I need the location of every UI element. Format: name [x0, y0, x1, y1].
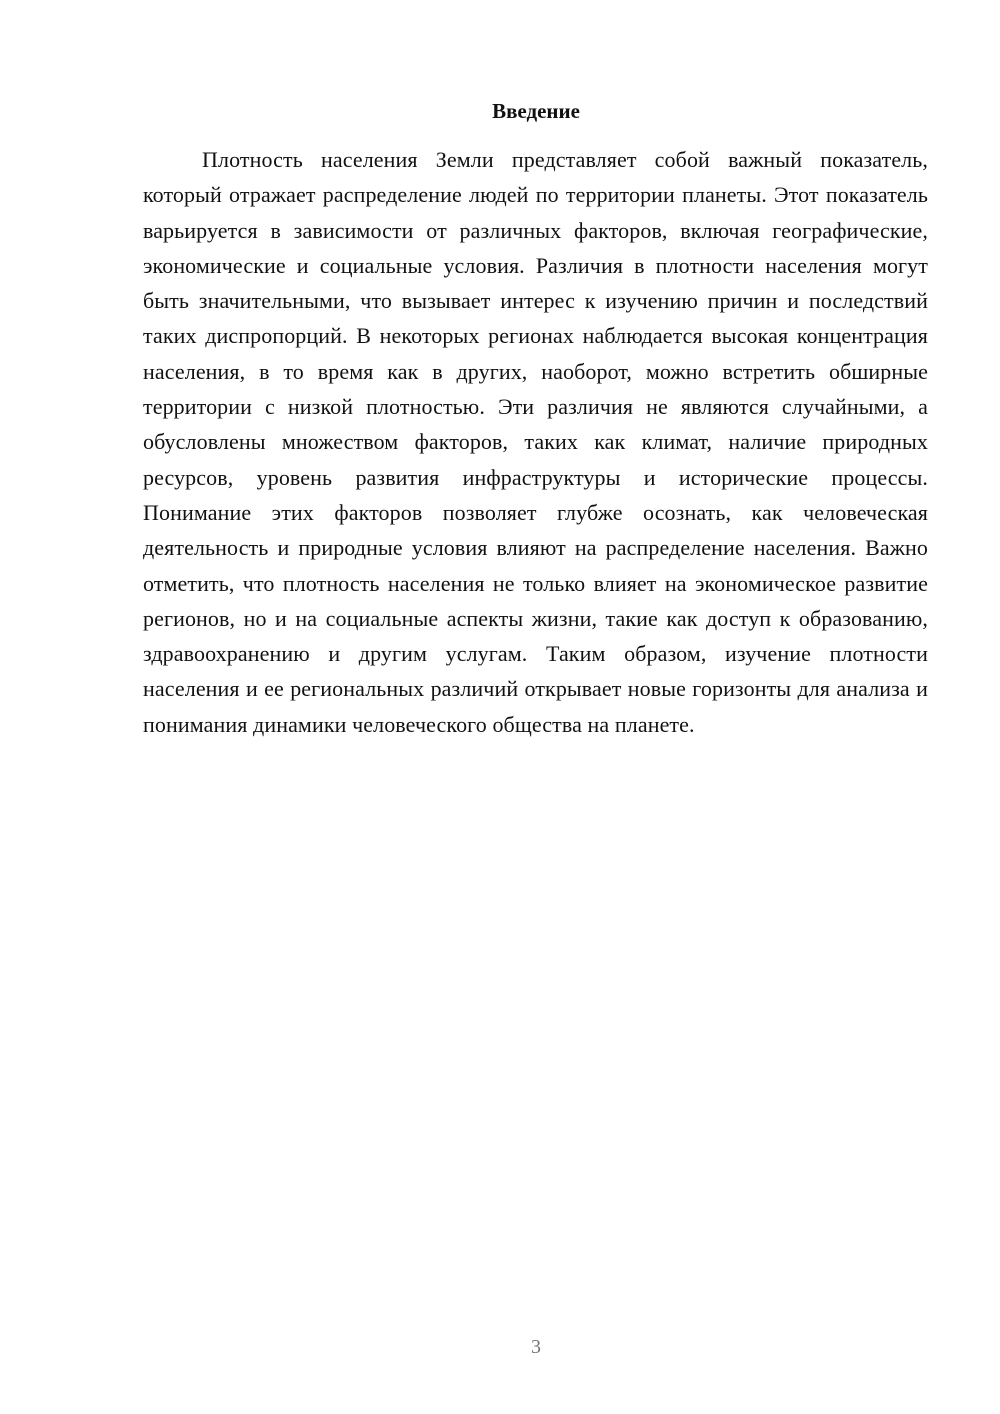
- section-title: Введение: [492, 99, 580, 123]
- page-number: 3: [531, 1336, 541, 1358]
- body-paragraph: Плотность населения Земли представляет собой важный показатель, который отражает распределение людей по территории планеты. Этот показатель варьируется в зависимости от различных факторов, включая географические, экономические и социальные условия. Различия в плотности населения могут быть значительными, что вызывает интерес к изучению причин и последствий таких диспропорций. В некоторых регионах наблюдается высокая концентрация населения, в то время как в других, наоборот, можно встретить обширные территории с низкой плотностью. Эти различия не являются случайными, а обусловлены множеством факторов, таких как климат, наличие природных ресурсов, уровень развития инфраструктуры и исторические процессы. Понимание этих факторов позволяет глубже осознать, как человеческая деятельность и природные условия влияют на распределение населения. Важно отметить, что плотность населения не только влияет на экономическое развитие регионов, но и на социальные аспекты жизни, такие как доступ к образованию, здравоохранению и другим услугам. Таким образом, изучение плотности населения и ее региональных различий открывает новые горизонты для анализа и понимания динамики человеческого общества на планете.: [143, 147, 928, 737]
